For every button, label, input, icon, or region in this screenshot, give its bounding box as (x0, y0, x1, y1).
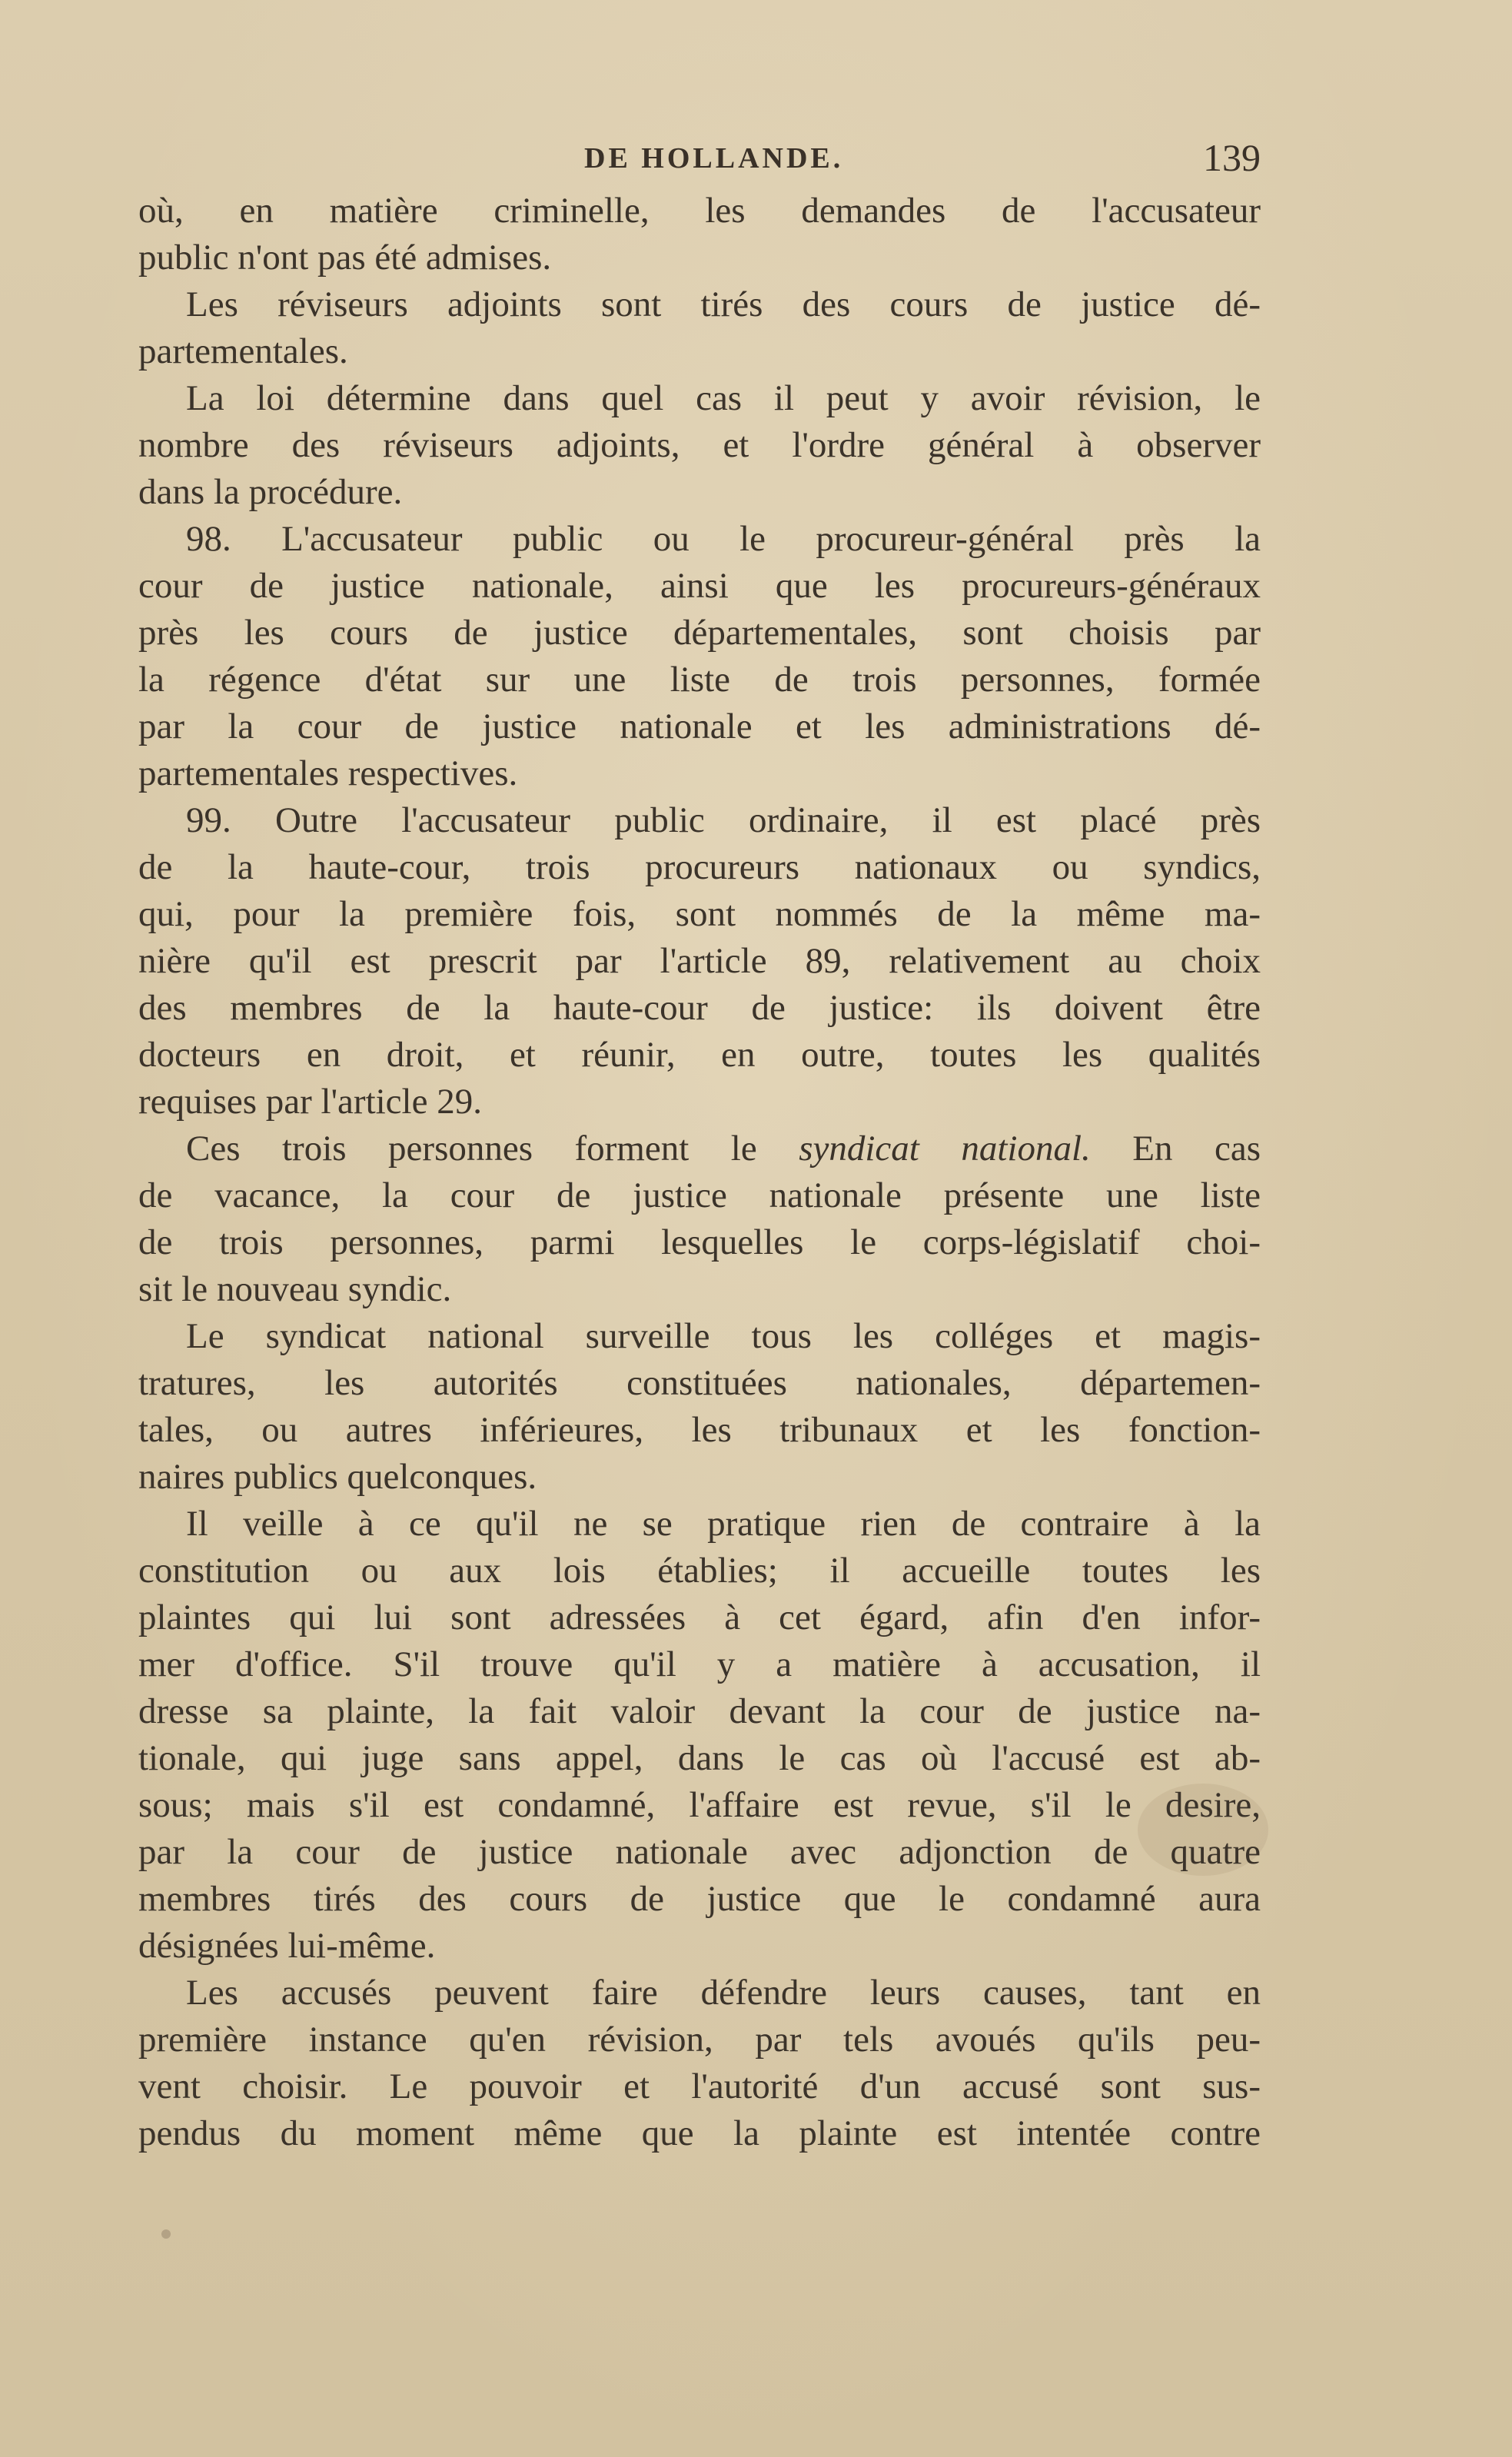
paper-stain (161, 2229, 171, 2239)
text-segment: En cas (1090, 1129, 1261, 1169)
text-line: dresse sa plainte, la fait valoir devant la cour de justice na- (138, 1691, 1261, 1731)
text-line: où, en matière criminelle, les demandes de l'accusateur (138, 191, 1261, 231)
text-line: mer d'office. S'il trouve qu'il y a matière à accusation, il (138, 1644, 1261, 1684)
page-header (138, 135, 1261, 181)
text-line: près les cours de justice départementales, sont choisis par (138, 613, 1261, 653)
text-line-with-italic (138, 1125, 1261, 1172)
text-line: constitution ou aux lois établies; il accueille toutes les (138, 1551, 1261, 1591)
text-line: public n'ont pas été admises. (138, 238, 552, 278)
text-segment: Ces trois personnes forment le (186, 1129, 799, 1169)
text-line: Le syndicat national surveille tous les colléges et magis- (186, 1316, 1261, 1356)
text-line: qui, pour la première fois, sont nommés de la même ma- (138, 894, 1261, 934)
text-line: tionale, qui juge sans appel, dans le cas où l'accusé est ab- (138, 1738, 1261, 1778)
text-line: de la haute-cour, trois procureurs nationaux ou syndics, (138, 847, 1261, 887)
text-line: partementales respectives. (138, 753, 518, 793)
text-line: plaintes qui lui sont adressées à cet égard, afin d'en infor- (138, 1598, 1261, 1637)
text-line: nombre des réviseurs adjoints, et l'ordre général à observer (138, 425, 1261, 465)
text-line: la régence d'état sur une liste de trois personnes, formée (138, 660, 1261, 700)
text-line: Les accusés peuvent faire défendre leurs causes, tant en (186, 1973, 1261, 2013)
text-line: de vacance, la cour de justice nationale présente une liste (138, 1175, 1261, 1215)
running-head: DE HOLLANDE. (584, 142, 844, 175)
text-line: des membres de la haute-cour de justice: ils doivent être (138, 988, 1261, 1028)
text-line: nière qu'il est prescrit par l'article 89, relativement au choix (138, 941, 1261, 981)
text-line: première instance qu'en révision, par tels avoués qu'ils peu- (138, 2020, 1261, 2060)
text-line: par la cour de justice nationale et les administrations dé- (138, 707, 1261, 746)
text-line: partementales. (138, 331, 348, 371)
text-line: 99. Outre l'accusateur public ordinaire, il est placé près (186, 800, 1261, 840)
text-line: naires publics quelconques. (138, 1457, 537, 1497)
text-line: Il veille à ce qu'il ne se pratique rien de contraire à la (186, 1504, 1261, 1544)
text-line: pendus du moment même que la plainte est intentée contre (138, 2113, 1261, 2153)
text-line: cour de justice nationale, ainsi que les procureurs-généraux (138, 566, 1261, 606)
text-line: membres tirés des cours de justice que le condamné aura (138, 1879, 1261, 1919)
body-text (138, 188, 1261, 2157)
page-number: 139 (1203, 136, 1261, 179)
italic-term: syndicat national. (799, 1129, 1091, 1169)
text-line: vent choisir. Le pouvoir et l'autorité d'un accusé sont sus- (138, 2066, 1261, 2106)
text-line: requises par l'article 29. (138, 1082, 482, 1122)
text-line: dans la procédure. (138, 472, 403, 512)
text-line: tales, ou autres inférieures, les tribunaux et les fonction- (138, 1410, 1261, 1450)
text-line: tratures, les autorités constituées nationales, départemen- (138, 1363, 1261, 1403)
text-line: par la cour de justice nationale avec adjonction de quatre (138, 1832, 1261, 1872)
text-line: de trois personnes, parmi lesquelles le corps-législatif choi- (138, 1222, 1261, 1262)
text-line: 98. L'accusateur public ou le procureur-général près la (186, 519, 1261, 559)
text-line: La loi détermine dans quel cas il peut y avoir révision, le (186, 378, 1261, 418)
text-line: désignées lui-même. (138, 1926, 436, 1966)
text-line: docteurs en droit, et réunir, en outre, toutes les qualités (138, 1035, 1261, 1075)
text-line: sit le nouveau syndic. (138, 1269, 452, 1309)
text-line: Les réviseurs adjoints sont tirés des cours de justice dé- (186, 284, 1261, 324)
text-line: sous; mais s'il est condamné, l'affaire est revue, s'il le desire, (138, 1785, 1261, 1825)
